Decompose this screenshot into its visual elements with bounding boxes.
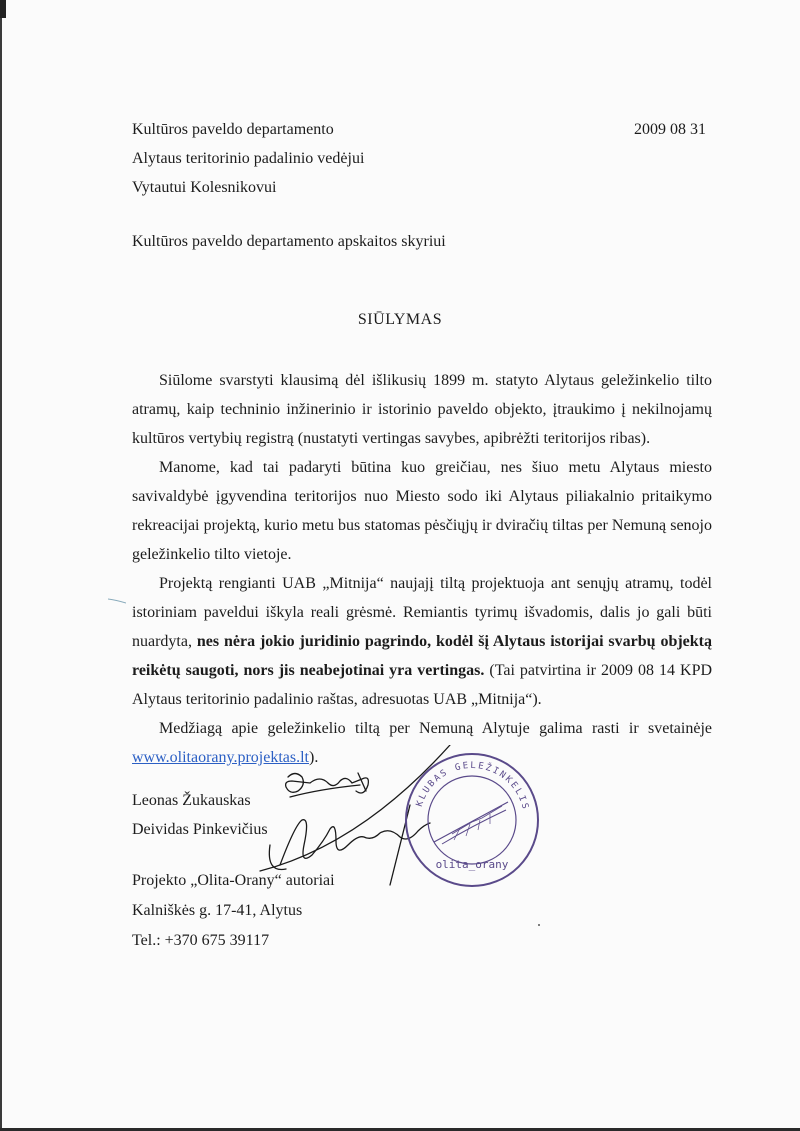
stamp-ring-text: KLUBAS GELEŽINKELIS bbox=[414, 760, 531, 812]
scan-mark bbox=[0, 0, 6, 18]
stamp-seal bbox=[402, 750, 542, 890]
paragraph-4-end: ). bbox=[309, 749, 319, 766]
paragraph-3-end: (Tai patvirtina ir 2009 08 14 KPD Alytaus teritorinio padalinio raštas, adresuotas UAB „Mitnija“). bbox=[132, 662, 713, 708]
scan-edge-left bbox=[0, 0, 2, 1131]
stamp-center-text: olita_orany bbox=[435, 858, 509, 871]
paragraph-3-bold: nes nėra jokio juridinio pagrindo, kodėl šį Alytaus istorijai svarbų objektą reikėtų saugoti, nors jis neabejotinai yra vertingas. bbox=[132, 633, 712, 679]
paragraph-3 bbox=[132, 569, 712, 714]
addressee-block bbox=[132, 115, 364, 202]
paragraph-2: Manome, kad tai padaryti būtina kuo greičiau, nes šiuo metu Alytaus miesto savivaldybė įgyvendina teritorijos nuo Miesto sodo iki Alytaus piliakalnio pritaikymo rekreacijai projektą, kurio metu bus statomas pėsčiųjų ir dviračių tiltas per Nemuną senojo geležinkelio tilto vietoje. bbox=[132, 459, 712, 563]
signer-1: Leonas Žukauskas bbox=[132, 792, 251, 809]
contact-line-1: Projekto „Olita-Orany“ autoriai bbox=[132, 872, 335, 889]
paragraph-4-start: Medžiagą apie geležinkelio tiltą per Nemuną Alytuje galima rasti ir svetainėje bbox=[159, 720, 712, 737]
contact-line-2: Kalniškės g. 17-41, Alytus bbox=[132, 902, 303, 919]
signer-2: Deividas Pinkevičius bbox=[132, 821, 268, 838]
paragraph-1: Siūlome svarstyti klausimą dėl išlikusių 1899 m. statyto Alytaus geležinkelio tilto atramų, kaip techninio inžinerinio ir istorinio paveldo objekto, įtraukimo į nekilnojamų kultūros vertybių registrą (nustatyti vertingas savybes, apibrėžti teritorijos ribas). bbox=[132, 372, 712, 447]
department-line: Kultūros paveldo departamento apskaitos skyriui bbox=[132, 233, 446, 250]
margin-mark bbox=[108, 597, 126, 605]
website-link[interactable]: www.olitaorany.projektas.lt bbox=[132, 749, 309, 766]
letter-body bbox=[132, 366, 712, 772]
addressee-line-3: Vytautui Kolesnikovui bbox=[132, 179, 277, 196]
paragraph-3-start: Projektą rengianti UAB „Mitnija“ naujajį tiltą projektuoja ant senųjų atramų, todėl istoriniam paveldui iškyla reali grėsmė. Remiantis tyrimų išvadomis, dalis jo gali būti nuardyta, bbox=[132, 575, 712, 650]
letter-date: 2009 08 31 bbox=[634, 121, 706, 138]
document-title: SIŪLYMAS bbox=[357, 311, 443, 328]
addressee-line-1: Kultūros paveldo departamento bbox=[132, 121, 334, 138]
addressee-line-2: Alytaus teritorinio padalinio vedėjui bbox=[132, 150, 365, 167]
contact-line-3: Tel.: +370 675 39117 bbox=[132, 932, 270, 949]
scan-speck bbox=[538, 924, 540, 926]
